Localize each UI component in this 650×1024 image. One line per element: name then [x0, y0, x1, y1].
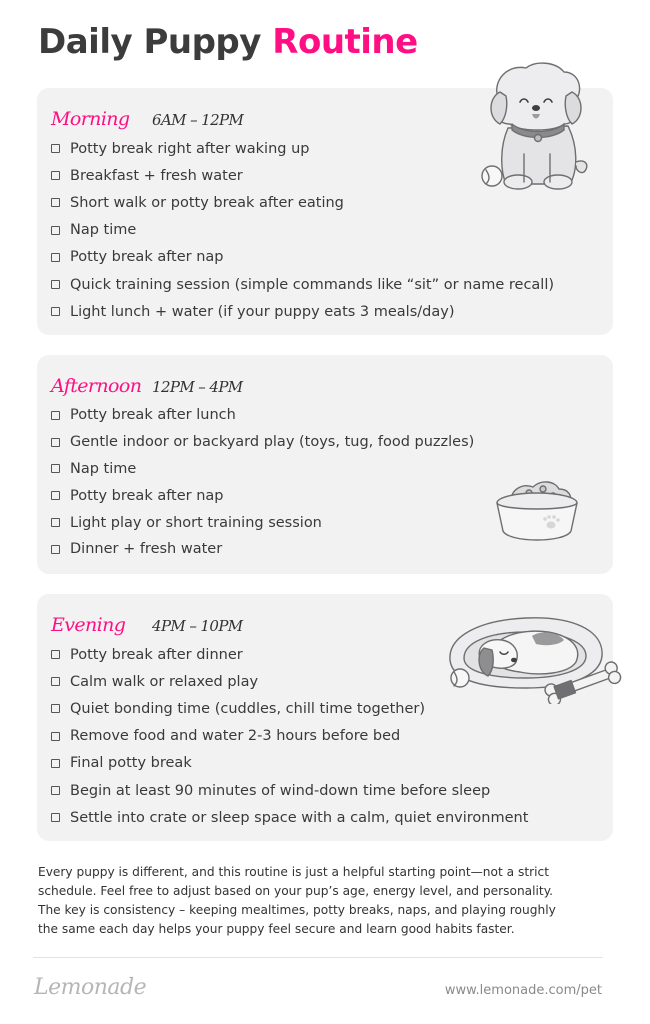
checkbox-icon[interactable] [51, 411, 60, 420]
checklist-item [51, 271, 554, 298]
checklist-item-text: Light lunch + water (if your puppy eats 3 meals/day) [70, 303, 455, 320]
checklist-item-text: Quick training session (simple commands like “sit” or name recall) [70, 276, 555, 293]
checkbox-icon[interactable] [51, 650, 60, 659]
afternoon-checklist [51, 402, 474, 563]
checkbox-icon[interactable] [51, 491, 60, 500]
sleeping-puppy-in-bed-illustration [440, 600, 630, 704]
checklist-item-text: Begin at least 90 minutes of wind-down time before sleep [70, 782, 491, 799]
checkbox-icon[interactable] [51, 813, 60, 822]
morning-header [51, 108, 243, 134]
sitting-puppy-illustration [478, 58, 596, 194]
checklist-item [51, 429, 474, 456]
evening-time: 4PM – 10PM [152, 617, 243, 635]
website-link[interactable]: www.lemonade.com/pet [444, 983, 602, 998]
evening-header [51, 614, 243, 640]
afternoon-time: 12PM – 4PM [152, 378, 243, 396]
afternoon-header [51, 375, 243, 401]
checklist-item [51, 750, 528, 777]
food-bowl-illustration [489, 475, 587, 547]
morning-time: 6AM – 12PM [152, 111, 244, 129]
checklist-item [51, 777, 528, 804]
checklist-item [51, 723, 528, 750]
checkbox-icon[interactable] [51, 464, 60, 473]
checklist-item-text: Potty break after nap [70, 487, 224, 504]
checklist-item-text: Potty break after lunch [70, 407, 236, 424]
checklist-item-text: Quiet bonding time (cuddles, chill time together) [70, 700, 425, 717]
checklist-item-text: Potty break after dinner [70, 646, 243, 663]
disclaimer-note: Every puppy is different, and this routine is just a helpful starting point—not a strict schedule. Feel free to adjust based on your pup’s age, energy level, and personality. The key is consistency – keeping mealtimes, potty breaks, naps, and playing roughly the same each day helps your puppy feel secure and learn good habits faster. [38, 865, 556, 936]
checklist-item [51, 217, 554, 244]
checkbox-icon[interactable] [51, 759, 60, 768]
checkbox-icon[interactable] [51, 518, 60, 527]
checklist-item [51, 244, 554, 271]
checklist-item [51, 482, 474, 509]
page-title [38, 22, 418, 62]
checkbox-icon[interactable] [51, 307, 60, 316]
checklist-item [51, 402, 474, 429]
afternoon-label: Afternoon [51, 375, 142, 397]
checklist-item-text: Calm walk or relaxed play [70, 673, 259, 690]
checkbox-icon[interactable] [51, 704, 60, 713]
title-prefix: Daily Puppy [38, 22, 261, 62]
checkbox-icon[interactable] [51, 253, 60, 262]
footer-divider [33, 957, 603, 958]
morning-label: Morning [51, 108, 130, 130]
checkbox-icon[interactable] [51, 786, 60, 795]
title-accent: Routine [272, 22, 418, 62]
checkbox-icon[interactable] [51, 732, 60, 741]
checklist-item [51, 298, 554, 325]
checklist-item [51, 536, 474, 563]
checkbox-icon[interactable] [51, 545, 60, 554]
checklist-item-text: Remove food and water 2-3 hours before bed [70, 728, 401, 745]
lemonade-logo[interactable]: Lemonade [34, 975, 147, 1000]
checklist-item-text: Settle into crate or sleep space with a calm, quiet environment [70, 809, 529, 826]
afternoon-card [37, 355, 613, 574]
checklist-item-text: Potty break after nap [70, 249, 224, 266]
checklist-item-text: Short walk or potty break after eating [70, 194, 344, 211]
checkbox-icon[interactable] [51, 438, 60, 447]
checklist-item [51, 509, 474, 536]
checklist-item-text: Nap time [70, 460, 137, 477]
checklist-item-text: Final potty break [70, 755, 192, 772]
checkbox-icon[interactable] [51, 144, 60, 153]
checklist-item [51, 456, 474, 483]
checkbox-icon[interactable] [51, 198, 60, 207]
checklist-item-text: Light play or short training session [70, 514, 322, 531]
checklist-item-text: Dinner + fresh water [70, 541, 223, 558]
checklist-item-text: Breakfast + fresh water [70, 167, 243, 184]
checkbox-icon[interactable] [51, 226, 60, 235]
checkbox-icon[interactable] [51, 677, 60, 686]
evening-label: Evening [51, 614, 126, 636]
checkbox-icon[interactable] [51, 171, 60, 180]
checklist-item-text: Potty break right after waking up [70, 140, 310, 157]
checkbox-icon[interactable] [51, 280, 60, 289]
checklist-item [51, 804, 528, 831]
checklist-item-text: Gentle indoor or backyard play (toys, tug, food puzzles) [70, 434, 475, 451]
checklist-item-text: Nap time [70, 222, 137, 239]
